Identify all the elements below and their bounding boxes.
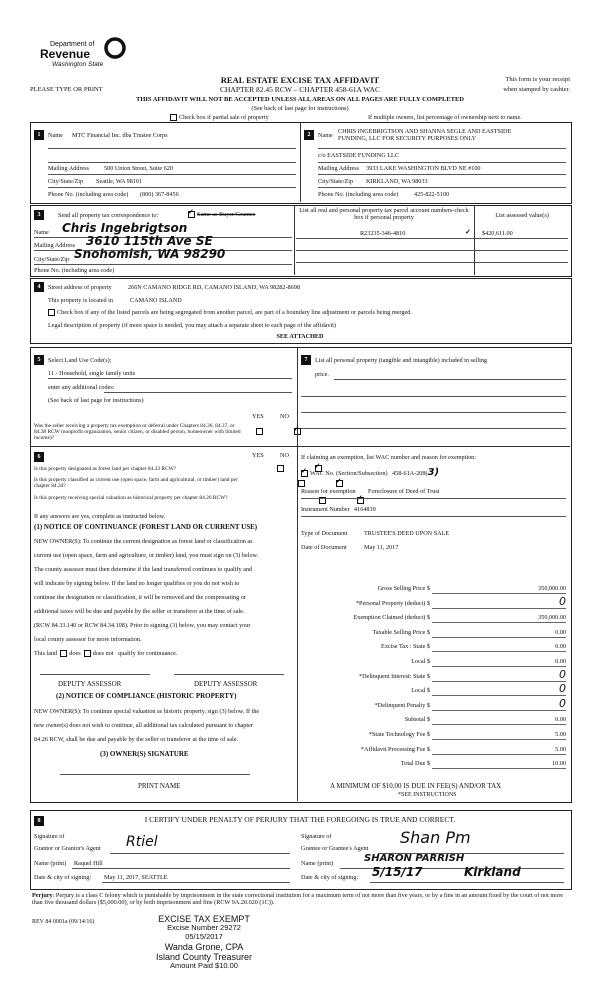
section5-bottom: [30, 446, 297, 447]
owner-signature-title: (3) OWNER(S) SIGNATURE: [100, 750, 189, 758]
dor-logo: [40, 40, 130, 70]
buyer-co-rule: [318, 162, 566, 163]
section-5-number: 5: [34, 355, 44, 365]
wac-value: 458-61A-208(: [392, 470, 428, 477]
buyer-name-line2: FUNDING, LLC FOR SECURITY PURPOSES ONLY: [338, 135, 477, 142]
receipt-note-2: when stamped by cashier.: [503, 86, 570, 93]
personal-property-price: price.: [315, 371, 329, 378]
tax-row-rule: [432, 637, 566, 638]
parcel-rule-1: [296, 238, 568, 239]
q6a-yes-checkbox[interactable]: [277, 465, 284, 472]
tax-row-label: Taxable Selling Price $: [372, 628, 430, 636]
personal-rule-3: [301, 412, 566, 413]
tax-row-value: 5.00: [555, 730, 566, 738]
parcel-list-header: List all real and personal property tax parcel account numbers-check box if personal property: [299, 207, 469, 222]
tax-row-label: Excise Tax : State $: [381, 643, 430, 651]
partial-sale-label: Check box if partial sale of property: [179, 114, 269, 121]
owner-sig-line: [60, 774, 250, 775]
legal-description: Legal description of property (if more space is needed, you may attach a separate sheet to each page of the affidavit): [48, 322, 336, 329]
personal-property-label: List all personal property (tangible and intangible) included in selling: [315, 357, 488, 364]
partial-sale-checkbox[interactable]: [170, 114, 177, 121]
partial-sale-row: [170, 114, 269, 121]
tax-row-value: 0.00: [555, 657, 566, 665]
section-1-number: 1: [34, 130, 44, 140]
stamp-line2: Excise Number 29272: [167, 923, 241, 933]
tax-row: [300, 614, 566, 629]
tax-row-label: *Delinquent Interest: State $: [359, 672, 430, 680]
reason-rule: [301, 498, 566, 499]
tax-row-rule: [432, 651, 566, 652]
notice2-line1: NEW OWNER(S): To continue special valuation as historic property, sign (3) below. If the: [34, 708, 260, 715]
tax-row-value: 350,000.00: [538, 585, 566, 592]
section-7-number: 7: [301, 355, 311, 365]
tax-row-rule: [432, 681, 566, 682]
tax-row-rule: [432, 593, 566, 594]
grantee-sig-label: Signature of: [301, 833, 332, 840]
grantor-name: Raquel Hill: [74, 860, 103, 867]
buyer-name-line1: CHRIS INGEBRIGTSON AND SHANNA SEGLE AND EASTSIDE: [338, 128, 512, 135]
notice1-line1: NEW OWNER(S): To continue the current designation as forest land or classification as: [34, 538, 253, 545]
notice2-line2: new owner(s) does not wish to continue, all additional tax calculated pursuant to chapter: [34, 722, 253, 729]
tax-row: [300, 696, 566, 717]
stamp-line4: Wanda Grone, CPA: [164, 941, 244, 952]
wac-checkbox[interactable]: [301, 470, 308, 477]
segregated-checkbox[interactable]: [48, 309, 55, 316]
print-name-label: PRINT NAME: [138, 782, 181, 790]
parcel-rule-3: [296, 262, 568, 263]
see-attached: SEE ATTACHED: [276, 333, 324, 340]
wac-row: [301, 467, 439, 479]
tax-row-rule: [432, 754, 566, 755]
seller-mail-line: [48, 174, 296, 175]
does-label: does: [69, 650, 81, 657]
q5-yes-checkbox[interactable]: [256, 428, 263, 435]
stamp-line5: Island County Treasurer: [155, 951, 253, 962]
assessed-value: $420,611.00: [482, 230, 513, 237]
perjury-text: : Perjury is a class C felony which is punishable by imprisonment in the state correctional institution for a maximum term of not more than five years, or by a fine in an amount fixed by the court of not more than five thousand dollars ($5,000.00), or by both imprisonment and fine (RCW 9A.20.020 (1C)).: [32, 892, 564, 907]
grantor-name-label: Name (print): [34, 860, 67, 867]
personal-rule-4: [301, 428, 566, 429]
section-3-number: 3: [34, 210, 44, 220]
tax-row-value: 5.00: [555, 745, 566, 753]
buyer-phone-label: Phone No. (including area code): [318, 191, 399, 198]
buyer-co: c/o EASTSIDE FUNDING LLC: [318, 152, 399, 159]
receipt-note-1: This form is your receipt: [505, 76, 570, 83]
grantor-sig-label: Signature of: [34, 833, 65, 840]
certify-statement: I CERTIFY UNDER PENALTY OF PERJURY THAT THE FOREGOING IS TRUE AND CORRECT.: [144, 815, 456, 824]
seller-city: Seattle, WA 98101: [96, 178, 143, 185]
reason-label: Reason for exemption: [301, 488, 356, 495]
tax-row-label: Total Due $: [400, 760, 430, 768]
same-as-buyer-label: Same as Buyer/Grantee: [197, 211, 256, 218]
tax-row-label: Local $: [411, 687, 430, 695]
segregated-label: Check box if any of the listed parcels are being segregated from another parcel, are part of a boundary line adjustment or parcels being merged.: [57, 309, 412, 316]
buyer-city: KIRKLAND, WA 98033: [366, 178, 428, 185]
doc-type: TRUSTEE'S DEED UPON SALE: [364, 530, 450, 537]
notice1-line7: (RCW 84.33.140 or RCW 84.34.108). Prior to signing (3) below, you may contact your: [34, 622, 251, 629]
tax-row-label: Exemption Claimed (deduct) $: [353, 614, 430, 622]
tax-row-label: *State Technology Fee $: [368, 730, 430, 738]
multiple-owners-note: If multiple owners, list percentage of ownership next to name.: [368, 114, 522, 121]
tax-row-label: Local $: [411, 657, 430, 665]
doc-date-label: Date of Document: [301, 544, 347, 551]
tax-row-rule: [432, 739, 566, 740]
forest-land-question: Is this property designated as forest land per chapter 84.33 RCW?: [34, 466, 177, 472]
does-not-label: does not: [92, 650, 114, 657]
section7-split: [297, 446, 570, 447]
notice1-line6: additional taxes will be due and payable by the seller or transferor at the time of sale.: [34, 608, 245, 615]
grantee-date: 5/15/17: [372, 865, 423, 879]
rev-number: REV 84 0001a (09/14/16): [32, 919, 95, 925]
buyer-city-rule: [318, 187, 566, 188]
if-yes-note: If any answers are yes, complete as instructed below.: [34, 513, 166, 520]
buyer-name-rule: [318, 148, 566, 149]
tax-row-value: 0.00: [555, 628, 566, 636]
does-checkbox[interactable]: [60, 650, 67, 657]
form-title: REAL ESTATE EXCISE TAX AFFIDAVIT: [220, 75, 380, 85]
dept-line2: Revenue: [40, 47, 91, 61]
tax-row: [300, 585, 566, 600]
seller-phone: (800) 367-8456: [140, 191, 179, 198]
tax-row: [300, 746, 566, 761]
grantee-name-label: Name (print): [301, 860, 334, 867]
see-instructions-note: *SEE INSTRUCTIONS: [398, 792, 457, 798]
stamp-line3: 05/15/2017: [185, 931, 223, 941]
historic-question: Is this property receiving special valuation as historical property per chapter 84.26 RCW?: [34, 495, 228, 501]
q5-no-checkbox[interactable]: [294, 428, 301, 435]
grantor-date: May 11, 2017, SEATTLE: [104, 874, 168, 881]
additional-codes: enter any additional codes:: [48, 384, 115, 391]
tax-row-value: 0: [559, 667, 566, 681]
notice1-line5: continue the designation or classification, it will be removed and the compensating or: [34, 594, 246, 601]
instrument-number: 4164839: [354, 506, 376, 513]
current-use-question: Is this property classified as current use (open space, farm and agricultural, or timber) land per chapter 84.34?: [34, 477, 238, 490]
land-use-value: 11 - Household, single family units: [48, 370, 136, 377]
grantee-city: Kirkland: [464, 865, 521, 879]
notice1-line2: current use (open space, farm and agriculture, or timber) land, you must sign on (3) below.: [34, 552, 259, 559]
wac-label: WAC No. (Section/Subsection): [310, 470, 388, 477]
seller-name-line2: [48, 162, 296, 163]
grantor-agent-label: Grantor or Grantor's Agent: [34, 845, 101, 852]
seller-phone-label: Phone No. (including area code): [48, 191, 129, 198]
grantee-date-rule: [370, 882, 564, 883]
tax-row-rule: [432, 768, 566, 769]
stamp-line6: Amount Paid $10.00: [170, 961, 238, 971]
section5-no-header: NO: [280, 413, 289, 420]
see-back-instructions: (See back of last page for instructions): [251, 105, 349, 112]
grantor-signature: Rtiel: [126, 834, 158, 850]
tax-row: [300, 716, 566, 731]
notice1-line8: local county assessor for more information.: [34, 636, 142, 643]
tax-row-label: *Delinquent Penalty $: [374, 701, 430, 709]
tax-row-value: 0.00: [555, 643, 566, 651]
parcel-number: R23235-346-4810: [360, 230, 406, 237]
tax-row-rule: [432, 608, 566, 609]
stamp-line1: EXCISE TAX EXEMPT: [158, 914, 250, 924]
buyer-mail-rule: [318, 174, 566, 175]
located-label: This property is located in: [48, 297, 113, 304]
buyer-name-label: Name: [318, 132, 333, 139]
tax-row: [300, 658, 566, 673]
seller-city-line: [48, 187, 296, 188]
send-correspondence-label: Send all property tax correspondence to:: [58, 212, 159, 219]
land-use-rule: [48, 378, 292, 379]
tax-row: [300, 594, 566, 615]
middle-divider: [297, 347, 298, 801]
grantee-name: SHARON PARRISH: [364, 853, 465, 864]
tax-row-value: 10.00: [552, 760, 566, 768]
personal-rule-2: [301, 396, 566, 397]
tax-row-value: 0: [559, 682, 566, 696]
this-land-label: This land: [34, 650, 58, 657]
section6-no-header: NO: [280, 452, 289, 459]
notice1-line3: The county assessor must then determine if the land transferred continues to qualify and: [34, 566, 253, 573]
tax-row-value: 350,000.00: [538, 614, 566, 622]
buyer-phone: 425-822-5100: [414, 191, 450, 198]
notice1-line4: will indicate by signing below. If the land no longer qualifies or you do not wish to: [34, 580, 240, 587]
tax-row-rule: [432, 724, 566, 725]
reason-value: Foreclosure of Deed of Trust: [368, 488, 440, 495]
instrument-rule: [301, 516, 566, 517]
notice-continuance-title: (1) NOTICE OF CONTINUANCE (FOREST LAND OR CURRENT USE): [34, 523, 258, 531]
perjury-notice: [32, 892, 570, 906]
tax-row-value: 0.00: [555, 716, 566, 724]
tax-row: [300, 682, 566, 702]
section6-yes-header: YES: [252, 452, 264, 459]
tax-row-label: Subtotal $: [404, 716, 430, 724]
tax-city-rule: [34, 264, 292, 265]
street-label: Street address of property: [48, 284, 112, 291]
tax-row-label: Gross Selling Price $: [377, 585, 430, 592]
segregated-row: [48, 309, 412, 316]
grantee-signature: Shan Pm: [400, 828, 471, 847]
tax-city-handwritten: Snohomish, WA 98290: [74, 247, 226, 261]
personal-rule-1: [334, 379, 566, 380]
exemption-claim-label: If claiming an exemption, list WAC number and reason for exemption:: [301, 454, 476, 461]
buyer-mail-label: Mailing Address: [318, 165, 360, 172]
tax-row: [300, 760, 566, 775]
this-land-row: [34, 650, 177, 657]
tax-row-rule: [432, 710, 566, 711]
buyer-mail: 3933 LAKE WASHINGTON BLVD NE #100: [366, 165, 481, 172]
seller-city-label: City/State/Zip: [48, 178, 84, 185]
section-3-divider: [294, 205, 295, 275]
not-accepted-notice: THIS AFFIDAVIT WILL NOT BE ACCEPTED UNLESS ALL AREAS ON ALL PAGES ARE FULLY COMPLETED: [136, 96, 464, 103]
same-as-buyer: [188, 211, 255, 218]
seller-name-line: [48, 148, 296, 149]
tax-row: [300, 667, 566, 688]
seller-mail-label: Mailing Address: [48, 165, 90, 172]
tax-row-label: *Affidavit Processing Fee $: [360, 745, 430, 753]
notice2-line3: 84.26 RCW, shall be due and payable by the seller or transferor at the time of sale.: [34, 736, 239, 743]
assessed-header: List assessed value(s): [495, 212, 549, 219]
parcel-checkmark: ✓: [465, 228, 471, 236]
additional-codes-rule: [104, 392, 292, 393]
tax-row: [300, 643, 566, 658]
exemption-deferral-question: Was the seller receiving a property tax exemption or deferral under Chapters 84.36, 84.37, or 84.38 RCW (nonprofit organization, senior citizen, or disabled person, homeowner with limited income)?: [34, 423, 241, 442]
tax-row-rule: [432, 695, 566, 696]
please-type: PLEASE TYPE OR PRINT: [30, 86, 103, 93]
grantor-name-rule: [72, 868, 290, 869]
deputy1-line: [40, 674, 150, 675]
dor-logo-mark: [104, 37, 126, 59]
tax-row: [300, 731, 566, 746]
tax-mail-handwritten: 3610 115th Ave SE: [86, 234, 213, 248]
section-2-number: 2: [304, 130, 314, 140]
wac-handwritten: 3): [427, 467, 440, 478]
deputy2-line: [174, 674, 284, 675]
dept-line3: Washington State: [52, 61, 104, 68]
parcel-rule-2: [296, 250, 568, 251]
doc-date: May 11, 2017: [364, 544, 399, 551]
tax-row-label: *Personal Property (deduct) $: [355, 599, 430, 607]
form-chapter: CHAPTER 82.45 RCW – CHAPTER 458-61A WAC: [220, 85, 380, 94]
q6b-no-checkbox[interactable]: [336, 480, 343, 487]
minimum-due-note: A MINIMUM OF $10.00 IS DUE IN FEE(S) AND/OR TAX: [330, 782, 502, 790]
qualify-label: qualify for continuance.: [118, 650, 178, 657]
street-address: 266N CAMANO RIDGE RD, CAMANO ISLAND, WA 98282-8698: [128, 284, 300, 291]
land-use-label: Select Land Use Code(s):: [48, 357, 112, 364]
grantor-sig-rule: [110, 853, 290, 854]
tax-calculation-table: [300, 585, 566, 775]
grantor-date-rule: [102, 882, 290, 883]
section5-yes-header: YES: [252, 413, 264, 420]
located-value: CAMANO ISLAND: [130, 297, 182, 304]
tax-row: [300, 629, 566, 644]
q6b-yes-checkbox[interactable]: [298, 480, 305, 487]
tax-row-value: 0: [559, 696, 566, 710]
tax-city-label: City/State/Zip: [34, 256, 70, 263]
tax-mail-label: Mailing Address: [34, 242, 76, 249]
same-as-buyer-checkbox[interactable]: [188, 211, 195, 218]
section-6-number: 6: [34, 452, 44, 462]
section5-see-back: (See back of last page for instructions): [48, 397, 144, 404]
section-divider: [300, 122, 301, 202]
deputy-assessor-1: DEPUTY ASSESSOR: [58, 680, 122, 688]
notice-compliance-title: (2) NOTICE OF COMPLIANCE (HISTORIC PROPERTY): [56, 692, 237, 700]
perjury-bold: Perjury: [32, 892, 53, 899]
tax-row-rule: [432, 622, 566, 623]
tax-row-value: 0: [559, 594, 566, 608]
buyer-city-label: City/State/Zip: [318, 178, 354, 185]
seller-mail: 500 Union Street, Suite 620: [104, 165, 173, 172]
seller-name: MTC Financial Inc. dba Trustee Corps: [72, 132, 168, 139]
deputy-assessor-2: DEPUTY ASSESSOR: [194, 680, 258, 688]
tax-name-handwritten: Chris Ingebrigtson: [62, 221, 188, 235]
doc-type-label: Type of Document: [301, 530, 348, 537]
tax-row-rule: [432, 666, 566, 667]
section-8-number: 8: [34, 816, 44, 826]
grantee-agent-label: Grantee or Grantee's Agent: [301, 845, 369, 852]
tax-name-label: Name: [34, 229, 49, 236]
instrument-number-label: Instrument Number: [301, 506, 350, 513]
dept-line1: Department of: [50, 41, 95, 48]
tax-phone-label: Phone No. (including area code): [34, 267, 115, 274]
seller-name-label: Name: [48, 132, 63, 139]
grantee-date-label: Date & city of signing:: [301, 874, 359, 881]
does-not-checkbox[interactable]: [84, 650, 91, 657]
section-4-number: 4: [34, 282, 44, 292]
grantor-date-label: Date & city of signing:: [34, 874, 92, 881]
exempt-stamp: [124, 914, 284, 971]
